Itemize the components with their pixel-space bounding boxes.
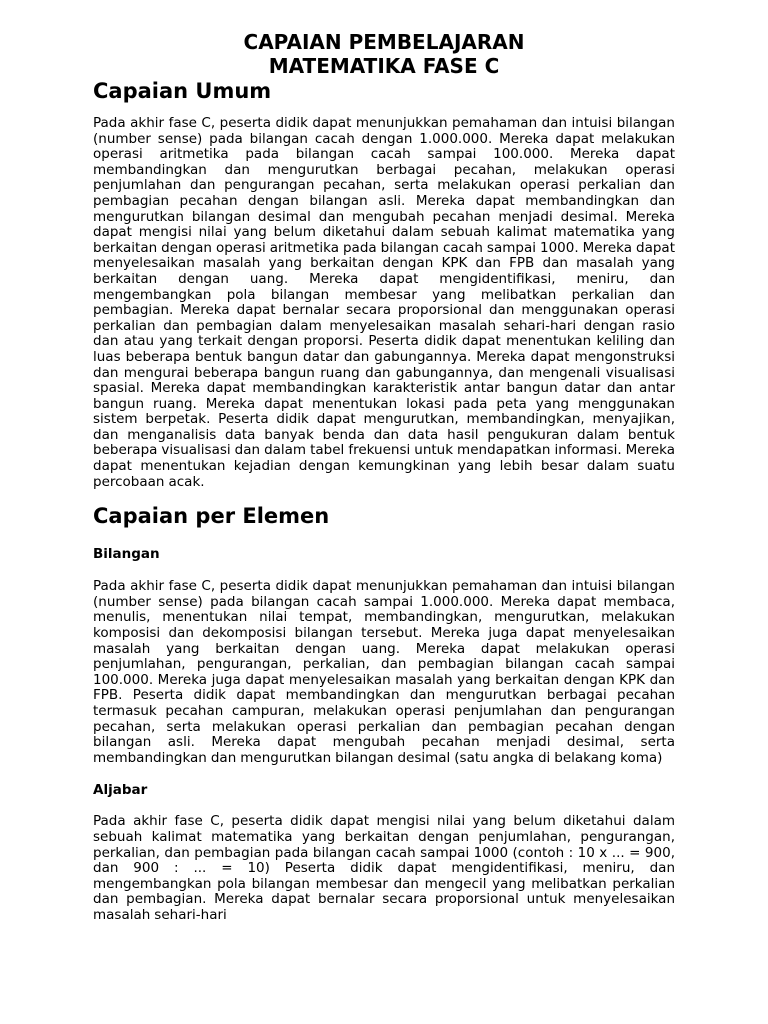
paragraph-aljabar: Pada akhir fase C, peserta didik dapat mengisi nilai yang belum diketahui dalam sebuah kalimat matematika yang berkaitan dengan penjumlahan, pengurangan, perkalian, dan pembagian pada bilangan cacah sampai 1000 (contoh : 10 x ... = 900, dan 900 : ... = 10) Peserta didik dapat mengidentifikasi, meniru, dan mengembangkan pola bilangan membesar dan mengecil yang melibatkan perkalian dan pembagian. Mereka dapat bernalar secara proporsional untuk menyelesaikan masalah sehari-hari	[93, 813, 675, 923]
document-page	[93, 30, 675, 924]
document-title-line-1: CAPAIAN PEMBELAJARAN	[243, 30, 525, 54]
document-title-line-2: MATEMATIKA FASE C	[268, 54, 500, 78]
heading-capaian-per-elemen: Capaian per Elemen	[93, 504, 330, 529]
subheading-aljabar: Aljabar	[93, 782, 148, 799]
subheading-bilangan: Bilangan	[93, 546, 160, 563]
heading-capaian-umum: Capaian Umum	[93, 79, 272, 103]
paragraph-bilangan: Pada akhir fase C, peserta didik dapat menunjukkan pemahaman dan intuisi bilangan (number sense) pada bilangan cacah sampai 1.000.000. Mereka dapat membaca, menulis, menentukan nilai tempat, membandingkan, mengurutkan, melakukan komposisi dan dekomposisi bilangan tersebut. Mereka juga dapat menyelesaikan masalah yang berkaitan dengan uang. Mereka dapat melakukan operasi penjumlahan, pengurangan, perkalian, dan pembagian bilangan cacah sampai 100.000. Mereka juga dapat menyelesaikan masalah yang berkaitan dengan KPK dan FPB. Peserta didik dapat membandingkan dan mengurutkan berbagai pecahan termasuk pecahan campuran, melakukan operasi penjumlahan dan pengurangan pecahan, serta melakukan operasi perkalian dan pembagian pecahan dengan bilangan asli. Mereka dapat mengubah pecahan menjadi desimal, serta membandingkan dan mengurutkan bilangan desimal (satu angka di belakang koma)	[93, 578, 675, 766]
paragraph-capaian-umum: Pada akhir fase C, peserta didik dapat menunjukkan pemahaman dan intuisi bilangan (number sense) pada bilangan cacah dengan 1.000.000. Mereka dapat melakukan operasi aritmetika pada bilangan cacah sampai 100.000. Mereka dapat membandingkan dan mengurutkan berbagai pecahan, melakukan operasi penjumlahan dan pengurangan pecahan, serta melakukan operasi perkalian dan pembagian pecahan dengan bilangan asli. Mereka dapat membandingkan dan mengurutkan bilangan desimal dan mengubah pecahan menjadi desimal. Mereka dapat mengisi nilai yang belum diketahui dalam sebuah kalimat matematika yang berkaitan dengan operasi aritmetika pada bilangan cacah sampai 1000. Mereka dapat menyelesaikan masalah yang berkaitan dengan KPK dan FPB dan masalah yang berkaitan dengan uang. Mereka dapat mengidentifikasi, meniru, dan mengembangkan pola bilangan membesar yang melibatkan perkalian dan pembagian. Mereka dapat bernalar secara proporsional dan menggunakan operasi perkalian dan pembagian dalam menyelesaikan masalah sehari-hari dengan rasio dan atau yang terkait dengan proporsi. Peserta didik dapat menentukan keliling dan luas beberapa bentuk bangun datar dan gabungannya. Mereka dapat mengonstruksi dan mengurai beberapa bangun ruang dan gabungannya, dan mengenali visualisasi spasial. Mereka dapat membandingkan karakteristik antar bangun datar dan antar bangun ruang. Mereka dapat menentukan lokasi pada peta yang menggunakan sistem berpetak. Peserta didik dapat mengurutkan, membandingkan, menyajikan, dan menganalisis data banyak benda dan data hasil pengukuran dalam bentuk beberapa visualisasi dan dalam tabel frekuensi untuk mendapatkan informasi. Mereka dapat menentukan kejadian dengan kemungkinan yang lebih besar dalam suatu percobaan acak.	[93, 115, 675, 490]
